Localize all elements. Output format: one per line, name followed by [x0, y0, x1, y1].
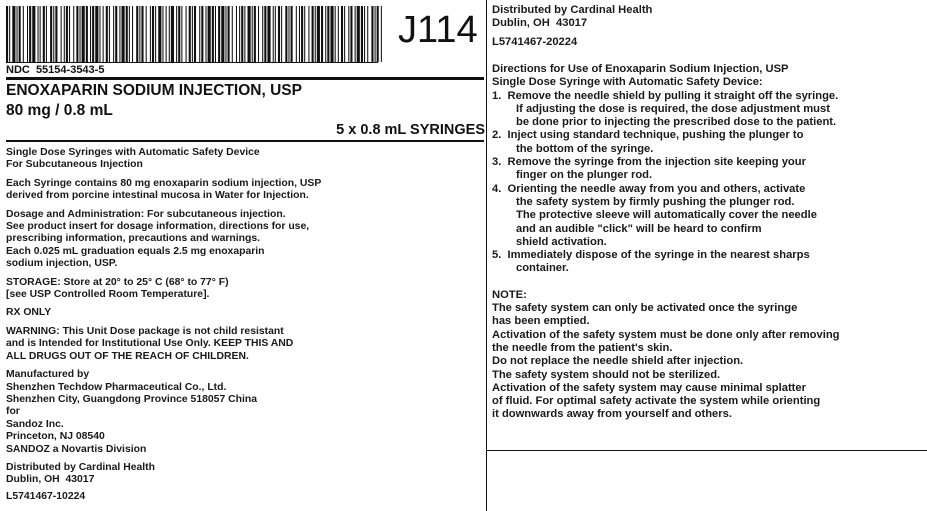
ndc-number: NDC 55154-3543-5: [6, 64, 105, 76]
note-line: Activation of the safety system may cause minimal splatter: [492, 381, 806, 394]
rx-only: RX ONLY: [6, 307, 52, 319]
right-panel-header: [492, 4, 922, 49]
step-3: 3. Remove the syringe from the injection site keeping your: [492, 156, 806, 169]
description-line: For Subcutaneous Injection: [6, 159, 143, 171]
dosage-line: sodium injection, USP.: [6, 258, 118, 270]
barcode: [6, 6, 382, 62]
note-line: Activation of the safety system must be done only after removing: [492, 328, 840, 341]
manufacturer-line: for: [6, 406, 20, 418]
bottom-rule: [486, 450, 927, 451]
storage-line: [see USP Controlled Room Temperature].: [6, 289, 210, 301]
barcode-divider: [6, 62, 378, 63]
storage-line: STORAGE: Store at 20° to 25° C (68° to 77° F): [6, 276, 229, 288]
step-5-line: container.: [516, 262, 569, 275]
manufacturer-line: Shenzhen Techdow Pharmaceutical Co., Ltd.: [6, 381, 227, 393]
manufacturer-line: SANDOZ a Novartis Division: [6, 443, 147, 455]
step-4: 4. Orienting the needle away from you and others, activate: [492, 182, 806, 195]
package-count: 5 x 0.8 mL SYRINGES: [336, 122, 485, 138]
note-line: of fluid. For optimal safety activate the system while orienting: [492, 395, 821, 408]
dosage-line: Each 0.025 mL graduation equals 2.5 mg enoxaparin: [6, 245, 265, 257]
product-strength: 80 mg / 0.8 mL: [6, 102, 113, 119]
step-4-line: shield activation.: [516, 235, 607, 248]
manufacturer-line: Sandoz Inc.: [6, 418, 64, 430]
directions-panel: [492, 63, 922, 422]
distributor-line: Distributed by Cardinal Health: [492, 4, 653, 16]
panel-divider: [486, 0, 487, 511]
step-5: 5. Immediately dispose of the syringe in the nearest sharps: [492, 249, 810, 262]
note-line: Do not replace the needle shield after injection.: [492, 355, 744, 368]
note-line: The safety system can only be activated once the syringe: [492, 302, 798, 315]
note-line: it downwards away from yourself and others.: [492, 408, 732, 421]
lot-number: L5741467-10224: [6, 490, 86, 502]
distributor-line: Distributed by Cardinal Health: [6, 461, 155, 473]
note-line: The safety system should not be sterilized.: [492, 368, 721, 381]
step-4-line: The protective sleeve will automatically cover the needle: [516, 209, 817, 222]
directions-title: Single Dose Syringe with Automatic Safety Device:: [492, 76, 763, 89]
warning-line: ALL DRUGS OUT OF THE REACH OF CHILDREN.: [6, 350, 249, 362]
warning-line: and is Intended for Institutional Use Only. KEEP THIS AND: [6, 338, 294, 350]
step-4-line: the safety system by firmly pushing the plunger rod.: [516, 195, 795, 208]
step-2: 2. Inject using standard technique, pushing the plunger to: [492, 129, 804, 142]
description-line: Single Dose Syringes with Automatic Safety Device: [6, 147, 260, 158]
note-line: the needle from the patient's skin.: [492, 341, 673, 354]
step-1-line: If adjusting the dose is required, the dose adjustment must: [516, 102, 830, 115]
composition-line: derived from porcine intestinal mucosa in Water for Injection.: [6, 190, 309, 202]
lot-code: J114: [398, 9, 478, 51]
note-line: has been emptied.: [492, 315, 590, 328]
title-rule: [6, 77, 484, 80]
composition-line: Each Syringe contains 80 mg enoxaparin sodium injection, USP: [6, 177, 322, 189]
header-rule: [6, 140, 484, 142]
directions-title: Directions for Use of Enoxaparin Sodium Injection, USP: [492, 63, 789, 75]
distributor-line: Dublin, OH 43017: [6, 474, 95, 486]
note-title: NOTE:: [492, 288, 527, 301]
warning-line: WARNING: This Unit Dose package is not child resistant: [6, 325, 284, 337]
step-2-line: the bottom of the syringe.: [516, 142, 654, 155]
dosage-line: prescribing information, precautions and warnings.: [6, 233, 261, 245]
lot-number: L5741467-20224: [492, 35, 578, 48]
dosage-line: Dosage and Administration: For subcutaneous injection.: [6, 208, 286, 220]
manufacturer-line: Shenzhen City, Guangdong Province 518057 China: [6, 393, 257, 405]
step-3-line: finger on the plunger rod.: [516, 169, 653, 182]
left-panel: [6, 147, 476, 503]
step-4-line: and an audible "click" will be heard to confirm: [516, 222, 762, 235]
distributor-line: Dublin, OH 43017: [492, 17, 588, 30]
step-1: 1. Remove the needle shield by pulling it straight off the syringe.: [492, 89, 839, 102]
manufacturer-line: Princeton, NJ 08540: [6, 431, 105, 443]
manufacturer-line: Manufactured by: [6, 369, 90, 381]
dosage-line: See product insert for dosage information, directions for use,: [6, 221, 310, 233]
step-1-line: be done prior to injecting the prescribed dose to the patient.: [516, 116, 837, 129]
product-name: ENOXAPARIN SODIUM INJECTION, USP: [6, 82, 302, 99]
